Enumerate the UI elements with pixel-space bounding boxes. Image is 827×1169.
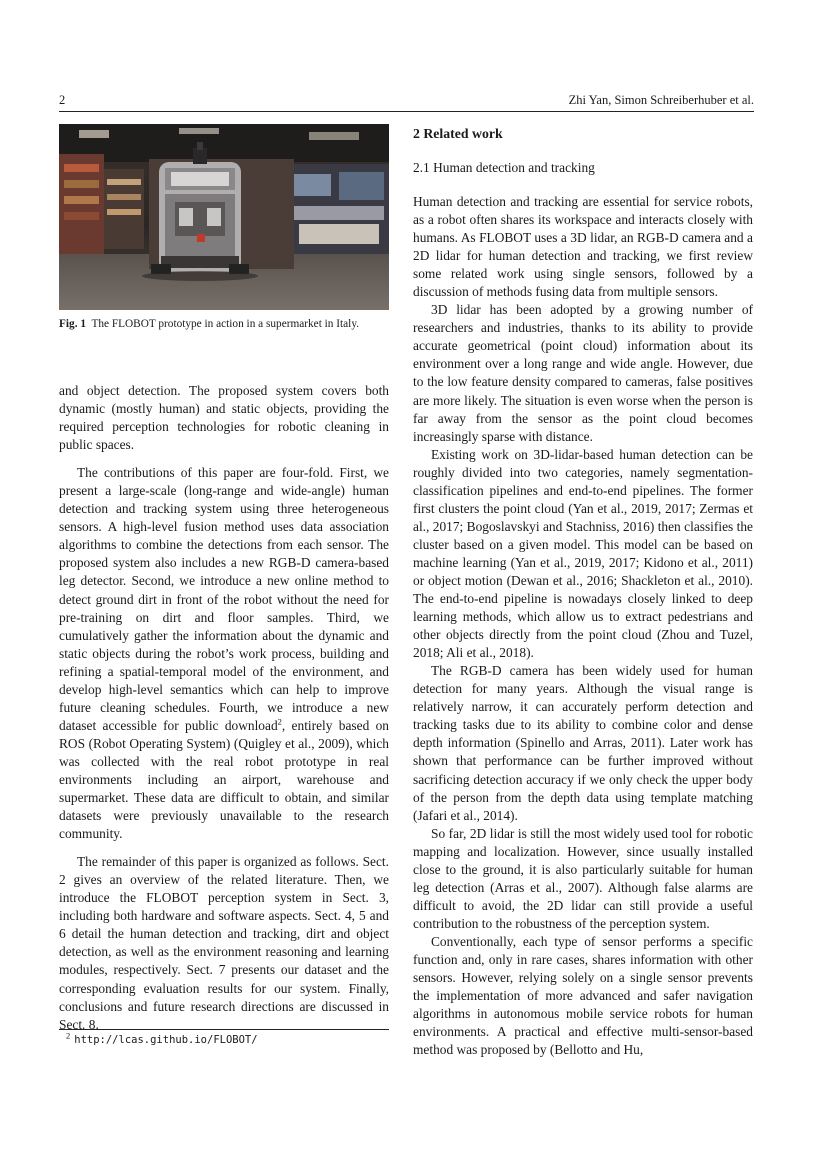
paragraph: The remainder of this paper is organized as follows. Sect. 2 gives an overview of the related literature. Then, we introduce the FLOBOT perception system in Sect. 3, including both hardware and software aspects. Sect. 4, 5 and 6 detail the human detection and tracking, dirt and object detection, as well as the environment reasoning and learning modules, respectively. Sect. 7 presents our dataset and the corresponding evaluation results for our system. Finally, conclusions and future research directions are discussed in Sect. 8. xyxy=(59,854,389,1032)
paragraph: 3D lidar has been adopted by a growing number of researchers and industries, thanks to its ability to provide accurate geometrical (point cloud) information about its environment over a long range and wide angle. However, due to the low feature density compared to cameras, false positives are more likely. The situation is even worse when the person is far away from the sensor as the point cloud becomes increasingly sparse with distance. xyxy=(413,302,753,444)
footnote-url[interactable]: http://lcas.github.io/FLOBOT/ xyxy=(74,1034,258,1046)
paragraph-text: , entirely based on ROS (Robot Operating System) (Quigley et al., 2009), which was collected with the real robot prototype in real environments including an airport, warehouse and supermarket. These data are difficult to obtain, and similar datasets were previously unavailable to the research community. xyxy=(59,717,389,842)
footnote-mark: 2 xyxy=(277,716,282,727)
footnote xyxy=(66,1030,258,1046)
paragraph: Conventionally, each type of sensor performs a specific function and, only in rare cases, shares information with other sensors. However, relying solely on a single sensor prevents the implementation of more advanced and safer navigation algorithms in autonomous mobile service robots for human environments. A practical and effective multi-sensor-based method was proposed by (Bellotto and Hu, xyxy=(413,933,753,1058)
paragraph: Human detection and tracking are essential for service robots, as a robot often shares its workspace and interacts closely with humans. As FLOBOT uses a 3D lidar, an RGB-D camera and a 2D lidar for human detection and tracking, we first review some related work using single sensors, followed by a discussion of methods fusing data from multiple sensors. xyxy=(413,194,753,300)
page-number: 2 xyxy=(59,93,66,107)
paragraph: So far, 2D lidar is still the most widely used tool for robotic mapping and localization. However, since usually installed close to the ground, it is also particularly suitable for human leg detection (Arras et al., 2007). Although false alarms are difficult to avoid, the 2D lidar can still provide a useful contribution to the robustness of the perception system. xyxy=(413,825,753,931)
figure-label: Fig. 1 xyxy=(59,318,86,330)
figure-caption xyxy=(59,318,389,330)
paragraph-text: The contributions of this paper are four-fold. First, we present a large-scale (long-range and wide-angle) human detection and tracking system using three heterogeneous sensors. A high-level fusion method uses data association algorithms to combine the detections from each sensor. The proposed system also includes a new RGB-D camera-based leg detector. Second, we introduce a new online method to detect ground dirt in front of the robot without the need for pre-training on dirt and floor samples. Third, we cumulatively gather the information about the dynamic and static objects during the robot’s work process, building and refining a spatial-temporal model of the environment, and develop high-level semantics which can help to improve future cleaning schedules. Fourth, we introduce a new dataset accessible for public download xyxy=(59,465,389,733)
paragraph: Existing work on 3D-lidar-based human detection can be roughly divided into two categories, namely segmentation-classification pipelines and end-to-end pipelines. The former first clusters the point cloud (Yan et al., 2019, 2017; Zermas et al., 2017; Bogoslavskyi and Stachniss, 2016) then classifies the cluster based on a given model. This model can be based on machine learning (Yan et al., 2019, 2017; Kidono et al., 2011) or object motion (Dewan et al., 2016; Shackleton et al., 2010). The end-to-end pipeline is nowadays closely linked to deep learning methods, which allow us to extract pedestrians and other objects directly from the point cloud (Zhou and Tuzel, 2018; Ali et al., 2018). xyxy=(413,446,753,661)
running-authors: Zhi Yan, Simon Schreiberhuber et al. xyxy=(568,93,754,107)
paragraph: and object detection. The proposed system covers both dynamic (mostly human) and static objects, providing the required perception technologies for robotic cleaning in public spaces. xyxy=(59,383,389,453)
subsection-heading: 2.1 Human detection and tracking xyxy=(413,160,595,175)
running-header xyxy=(59,91,754,112)
figure-robot-photo xyxy=(59,124,389,310)
paragraph: The RGB-D camera has been widely used for human detection for many years. Although the visual range is relatively narrow, it can accurately perform detection and tracking tasks due to its ability to combine color and dense depth information (Spinello and Arras, 2011). Later work has shown that performance can be further improved without sacrificing detection accuracy if we only check the upper body of the person from the depth data using template matching (Jafari et al., 2014). xyxy=(413,663,753,823)
footnote-number: 2 xyxy=(66,1030,71,1041)
robot-supermarket-photo xyxy=(59,124,389,310)
figure-caption-text: The FLOBOT prototype in action in a supermarket in Italy. xyxy=(91,318,360,330)
contributions-paragraph xyxy=(59,464,389,843)
footnote-rule xyxy=(59,1029,389,1030)
left-column xyxy=(59,382,389,1034)
section-heading: 2 Related work xyxy=(413,126,503,141)
right-column xyxy=(413,193,753,1059)
